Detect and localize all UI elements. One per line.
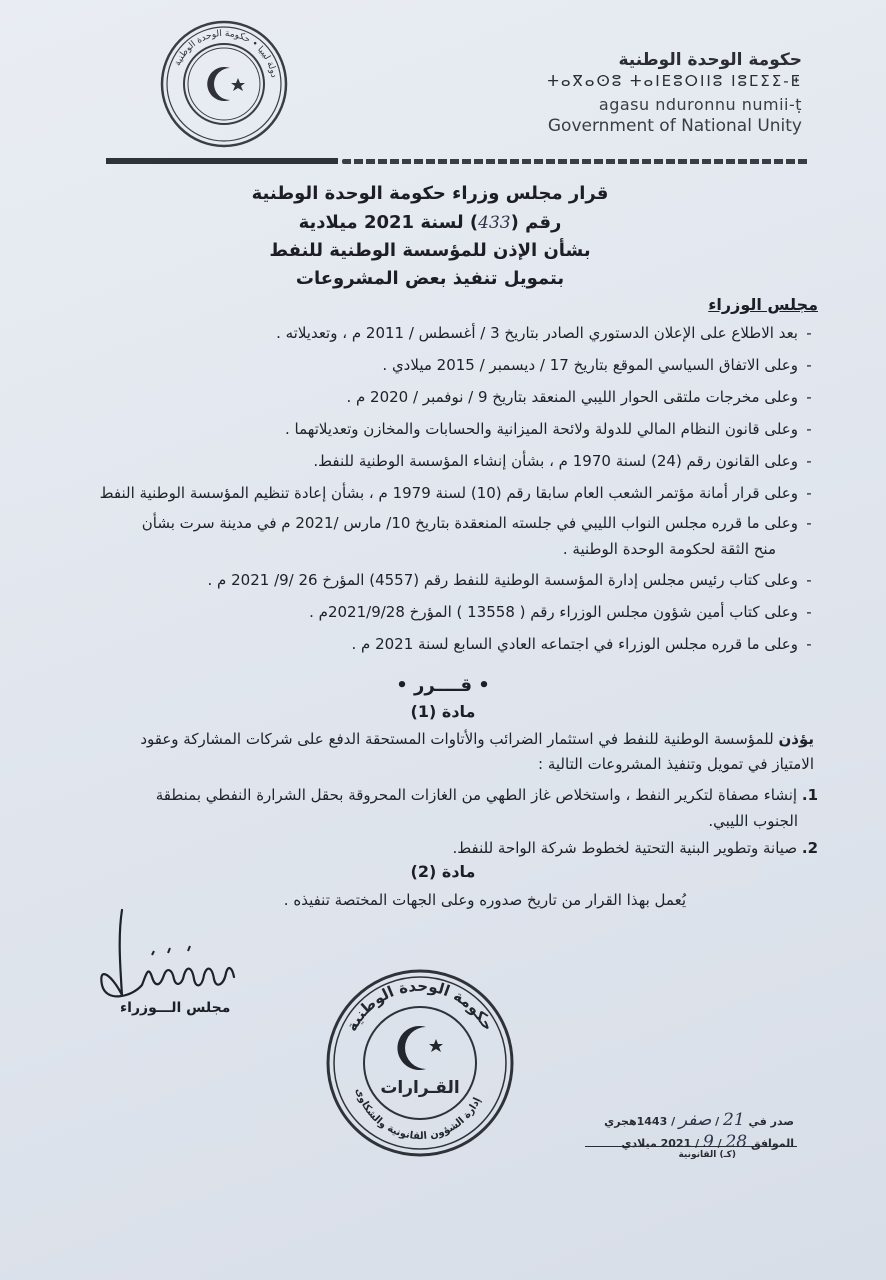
svg-text:إدارة الشؤون القانونية والشكاو: إدارة الشؤون القانونية والشكاوى (353, 1086, 484, 1143)
department-code: (كـ) القانونية (678, 1150, 736, 1160)
recital: -وعلى ما قرره مجلس الوزراء في اجتماعه العادي السابع لسنة 2021 م . (351, 635, 812, 653)
recital: -وعلى مخرجات ملتقى الحوار الليبي المنعقد بتاريخ 9 / نوفمبر / 2020 م . (346, 388, 812, 406)
svg-text:حكومة الوحدة الوطنية: حكومة الوحدة الوطنية (342, 976, 498, 1035)
council-heading: مجلس الوزراء (708, 295, 818, 314)
decision-number-line (120, 212, 740, 233)
article1-item: 2. صيانة وتطوير البنية التحتية لخطوط شركة الواحة للنفط. (452, 839, 818, 857)
recital: -وعلى قرار أمانة مؤتمر الشعب العام سابقا رقم (10) لسنة 1979 م ، بشأن إعادة تنظيم المؤسسة الوطنية النفط (99, 484, 812, 502)
government-name-arabic: حكومة الوحدة الوطنية (618, 50, 802, 70)
issued-date-hijri: صدر في 21 / صفر / 1443هجري (604, 1110, 794, 1130)
government-name-english: Government of National Unity (547, 116, 802, 136)
footer-rule (585, 1146, 797, 1147)
decided-heading: • قــــرر • (396, 675, 490, 696)
government-name-tifinagh: ⵜⴰⴳⴰⵙⵓ ⵜⴰⵏⴹⵓⵔⵏⵏⵓ ⵏⵓⵎⵉⵉ-ⵟ (547, 72, 802, 90)
issued-date-gregorian: الموافق 28 / 9 / 2021 ميلادي (621, 1132, 794, 1152)
recital: -وعلى ما قرره مجلس النواب الليبي في جلسته المنعقدة بتاريخ 10/ مارس /2021 م في مدينة سرت بشأن (141, 514, 812, 532)
svg-text:القـرارات: القـرارات (380, 1078, 460, 1098)
state-seal-icon (158, 18, 290, 150)
header-divider (106, 156, 810, 166)
recital: -وعلى كتاب رئيس مجلس إدارة المؤسسة الوطنية للنفط رقم (4557) المؤرخ 26 /9/ 2021 م . (207, 571, 812, 589)
recital: -وعلى كتاب أمين شؤون مجلس الوزراء رقم ( 13558 ) المؤرخ 2021/9/28م . (309, 603, 812, 621)
svg-text:دولة ليبيا • حكومة الوحدة الوط: دولة ليبيا • حكومة الوحدة الوطنية (172, 28, 279, 79)
article1-intro: يؤذن للمؤسسة الوطنية للنفط في استثمار الضرائب والأتاوات المستحقة الدفع على شركات المشاركة وعقود (140, 730, 814, 748)
article1-item-cont: الجنوب الليبي. (708, 812, 798, 830)
recital: -وعلى الاتفاق السياسي الموقع بتاريخ 17 / ديسمبر / 2015 ميلادي . (382, 356, 812, 374)
decision-title: قرار مجلس وزراء حكومة الوحدة الوطنية (251, 183, 609, 204)
article1-item: 1. إنشاء مصفاة لتكرير النفط ، واستخلاص غاز الطهي من الغازات المحروقة بحقل الشرارة النفطي بمنطقة (155, 786, 818, 804)
decision-subject-line2: بتمويل تنفيذ بعض المشروعات (295, 268, 565, 289)
recital-continuation: منح الثقة لحكومة الوحدة الوطنية . (562, 540, 776, 558)
article1-heading: مادة (1) (410, 702, 476, 721)
article2-heading: مادة (2) (410, 862, 476, 881)
recital: -وعلى قانون النظام المالي للدولة ولائحة الميزانية والحسابات والمخازن وتعديلاتهما . (285, 420, 812, 438)
signature-label: مجلس الـــوزراء (120, 1000, 231, 1016)
decisions-seal-icon (322, 965, 518, 1161)
decision-number-suffix: ) لسنة 2021 ميلادية (298, 212, 479, 233)
government-name-latin: agasu nduronnu numii-ṭ (598, 95, 802, 114)
decision-number: 433 (478, 213, 511, 233)
article1-intro-bold: يؤذن (778, 730, 814, 748)
recital: -بعد الاطلاع على الإعلان الدستوري الصادر بتاريخ 3 / أغسطس / 2011 م ، وتعديلاته . (276, 324, 812, 342)
article1-intro-cont: الامتياز في تمويل وتنفيذ المشروعات التالية : (538, 755, 814, 773)
decision-subject-line1: بشأن الإذن للمؤسسة الوطنية للنفط (269, 240, 591, 261)
decision-number-prefix: رقم ( (510, 212, 562, 233)
article2-text: يُعمل بهذا القرار من تاريخ صدوره وعلى الجهات المختصة تنفيذه . (283, 891, 686, 909)
recital: -وعلى القانون رقم (24) لسنة 1970 م ، بشأن إنشاء المؤسسة الوطنية للنفط. (313, 452, 812, 470)
